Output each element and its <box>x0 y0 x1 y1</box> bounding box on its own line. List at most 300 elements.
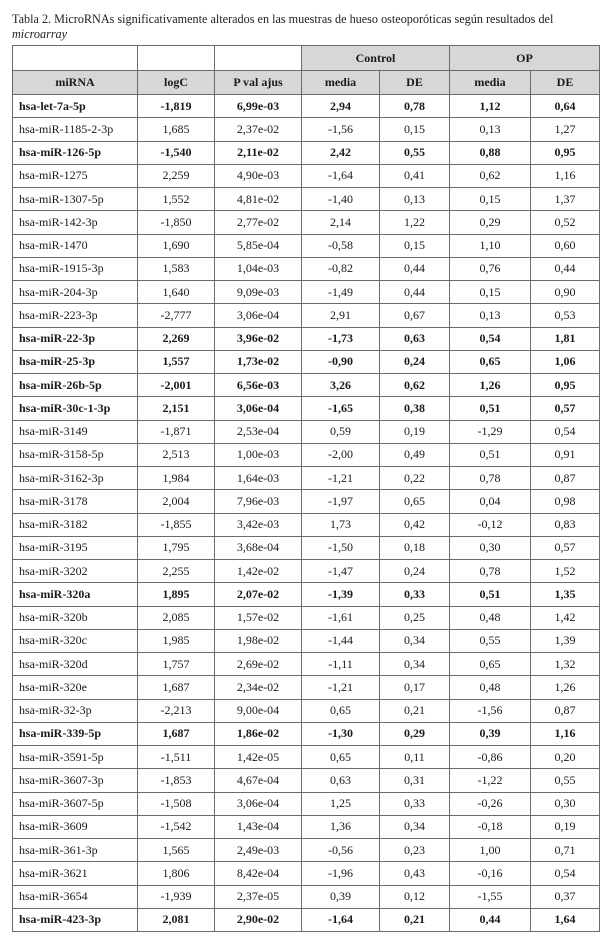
cell-control-media: 2,42 <box>302 141 380 164</box>
cell-op-de: 0,91 <box>531 443 600 466</box>
cell-op-de: 1,16 <box>531 164 600 187</box>
cell-mirna: hsa-miR-320d <box>13 653 138 676</box>
cell-op-media: 0,54 <box>450 327 531 350</box>
cell-op-de: 0,71 <box>531 839 600 862</box>
cell-logc: 1,552 <box>138 188 215 211</box>
cell-pval: 2,07e-02 <box>215 583 302 606</box>
cell-pval: 3,96e-02 <box>215 327 302 350</box>
cell-op-media: 0,78 <box>450 560 531 583</box>
cell-mirna: hsa-miR-423-3p <box>13 908 138 931</box>
column-header-op-media: media <box>450 71 531 95</box>
cell-pval: 2,34e-02 <box>215 676 302 699</box>
cell-logc: -1,850 <box>138 211 215 234</box>
cell-control-media: -2,00 <box>302 443 380 466</box>
cell-op-media: -1,56 <box>450 699 531 722</box>
cell-control-de: 0,41 <box>380 164 450 187</box>
cell-op-media: -0,18 <box>450 815 531 838</box>
cell-mirna: hsa-miR-204-3p <box>13 281 138 304</box>
cell-mirna: hsa-miR-1307-5p <box>13 188 138 211</box>
cell-op-de: 1,32 <box>531 653 600 676</box>
cell-control-de: 0,12 <box>380 885 450 908</box>
cell-control-de: 0,65 <box>380 490 450 513</box>
cell-pval: 2,77e-02 <box>215 211 302 234</box>
cell-op-de: 0,53 <box>531 304 600 327</box>
table-row <box>13 443 600 466</box>
cell-mirna: hsa-miR-320a <box>13 583 138 606</box>
cell-control-media: -1,50 <box>302 536 380 559</box>
cell-pval: 1,42e-02 <box>215 560 302 583</box>
cell-mirna: hsa-miR-3621 <box>13 862 138 885</box>
cell-pval: 1,57e-02 <box>215 606 302 629</box>
column-header-pval: P val ajus <box>215 71 302 95</box>
cell-control-de: 0,21 <box>380 699 450 722</box>
cell-op-de: 1,81 <box>531 327 600 350</box>
table-row <box>13 536 600 559</box>
cell-control-de: 0,29 <box>380 722 450 745</box>
cell-op-de: 0,55 <box>531 769 600 792</box>
table-row <box>13 653 600 676</box>
cell-mirna: hsa-miR-126-5p <box>13 141 138 164</box>
cell-mirna: hsa-miR-3607-3p <box>13 769 138 792</box>
cell-op-media: -1,22 <box>450 769 531 792</box>
cell-mirna: hsa-miR-32-3p <box>13 699 138 722</box>
cell-op-media: 1,10 <box>450 234 531 257</box>
cell-op-media: 0,15 <box>450 188 531 211</box>
cell-control-media: 3,26 <box>302 374 380 397</box>
group-header-op: OP <box>450 46 600 71</box>
table-row <box>13 374 600 397</box>
cell-control-media: 0,59 <box>302 420 380 443</box>
table-row <box>13 327 600 350</box>
cell-logc: 1,685 <box>138 118 215 141</box>
cell-op-de: 0,52 <box>531 211 600 234</box>
table-row <box>13 629 600 652</box>
cell-pval: 4,90e-03 <box>215 164 302 187</box>
cell-control-de: 0,17 <box>380 676 450 699</box>
cell-control-media: -0,82 <box>302 257 380 280</box>
cell-pval: 4,67e-04 <box>215 769 302 792</box>
cell-mirna: hsa-miR-320e <box>13 676 138 699</box>
table-row <box>13 862 600 885</box>
cell-control-media: 2,94 <box>302 95 380 118</box>
cell-control-de: 1,22 <box>380 211 450 234</box>
cell-control-de: 0,24 <box>380 350 450 373</box>
cell-op-media: 0,15 <box>450 281 531 304</box>
cell-pval: 3,42e-03 <box>215 513 302 536</box>
cell-op-de: 0,64 <box>531 95 600 118</box>
cell-pval: 1,73e-02 <box>215 350 302 373</box>
cell-mirna: hsa-miR-3607-5p <box>13 792 138 815</box>
table-row <box>13 676 600 699</box>
cell-op-de: 0,37 <box>531 885 600 908</box>
cell-op-de: 1,16 <box>531 722 600 745</box>
cell-mirna: hsa-miR-25-3p <box>13 350 138 373</box>
cell-logc: -1,540 <box>138 141 215 164</box>
cell-control-de: 0,43 <box>380 862 450 885</box>
cell-control-de: 0,34 <box>380 629 450 652</box>
cell-pval: 6,99e-03 <box>215 95 302 118</box>
cell-control-media: -1,39 <box>302 583 380 606</box>
cell-control-de: 0,19 <box>380 420 450 443</box>
cell-op-de: 0,20 <box>531 746 600 769</box>
cell-pval: 1,43e-04 <box>215 815 302 838</box>
cell-control-media: -1,49 <box>302 281 380 304</box>
cell-pval: 1,04e-03 <box>215 257 302 280</box>
table-row <box>13 234 600 257</box>
cell-logc: -1,853 <box>138 769 215 792</box>
cell-op-de: 1,42 <box>531 606 600 629</box>
cell-control-de: 0,78 <box>380 95 450 118</box>
cell-op-media: 0,13 <box>450 304 531 327</box>
cell-op-media: 0,88 <box>450 141 531 164</box>
cell-logc: -1,871 <box>138 420 215 443</box>
cell-pval: 5,85e-04 <box>215 234 302 257</box>
cell-pval: 8,42e-04 <box>215 862 302 885</box>
cell-control-de: 0,11 <box>380 746 450 769</box>
cell-control-media: -1,73 <box>302 327 380 350</box>
cell-control-de: 0,21 <box>380 908 450 931</box>
cell-control-media: 0,65 <box>302 699 380 722</box>
group-header-blank <box>215 46 302 71</box>
cell-mirna: hsa-miR-3195 <box>13 536 138 559</box>
cell-mirna: hsa-miR-3609 <box>13 815 138 838</box>
cell-logc: 2,085 <box>138 606 215 629</box>
cell-logc: -2,213 <box>138 699 215 722</box>
cell-pval: 9,09e-03 <box>215 281 302 304</box>
cell-op-media: 1,12 <box>450 95 531 118</box>
cell-op-media: 1,26 <box>450 374 531 397</box>
cell-control-de: 0,15 <box>380 234 450 257</box>
cell-pval: 3,06e-04 <box>215 397 302 420</box>
cell-pval: 7,96e-03 <box>215 490 302 513</box>
table-row <box>13 513 600 536</box>
cell-control-de: 0,15 <box>380 118 450 141</box>
cell-logc: -1,939 <box>138 885 215 908</box>
cell-op-de: 1,35 <box>531 583 600 606</box>
cell-pval: 2,90e-02 <box>215 908 302 931</box>
cell-logc: -2,777 <box>138 304 215 327</box>
column-header-mirna: miRNA <box>13 71 138 95</box>
cell-pval: 2,69e-02 <box>215 653 302 676</box>
group-header-blank <box>13 46 138 71</box>
cell-logc: 2,255 <box>138 560 215 583</box>
cell-control-media: -1,56 <box>302 118 380 141</box>
cell-control-de: 0,49 <box>380 443 450 466</box>
cell-control-de: 0,33 <box>380 792 450 815</box>
cell-mirna: hsa-miR-22-3p <box>13 327 138 350</box>
cell-pval: 2,49e-03 <box>215 839 302 862</box>
cell-control-de: 0,25 <box>380 606 450 629</box>
cell-op-de: 0,57 <box>531 536 600 559</box>
cell-control-media: -1,65 <box>302 397 380 420</box>
cell-op-de: 0,90 <box>531 281 600 304</box>
table-caption <box>12 12 604 42</box>
cell-control-de: 0,33 <box>380 583 450 606</box>
cell-op-de: 0,19 <box>531 815 600 838</box>
cell-logc: -1,511 <box>138 746 215 769</box>
cell-control-media: -0,58 <box>302 234 380 257</box>
cell-op-media: 0,44 <box>450 908 531 931</box>
cell-pval: 1,98e-02 <box>215 629 302 652</box>
cell-logc: -1,855 <box>138 513 215 536</box>
cell-control-de: 0,67 <box>380 304 450 327</box>
cell-mirna: hsa-miR-3182 <box>13 513 138 536</box>
cell-mirna: hsa-miR-26b-5p <box>13 374 138 397</box>
cell-control-de: 0,24 <box>380 560 450 583</box>
cell-pval: 1,86e-02 <box>215 722 302 745</box>
cell-op-de: 0,95 <box>531 374 600 397</box>
cell-mirna: hsa-miR-320b <box>13 606 138 629</box>
cell-pval: 2,11e-02 <box>215 141 302 164</box>
table-row <box>13 257 600 280</box>
caption-italic: microarray <box>12 27 68 41</box>
cell-mirna: hsa-miR-320c <box>13 629 138 652</box>
cell-pval: 2,53e-04 <box>215 420 302 443</box>
cell-mirna: hsa-miR-3162-3p <box>13 467 138 490</box>
cell-op-media: 0,62 <box>450 164 531 187</box>
cell-logc: 1,690 <box>138 234 215 257</box>
table-row <box>13 583 600 606</box>
cell-op-media: 0,13 <box>450 118 531 141</box>
cell-mirna: hsa-miR-361-3p <box>13 839 138 862</box>
table-row <box>13 769 600 792</box>
column-header-control-media: media <box>302 71 380 95</box>
cell-mirna: hsa-miR-223-3p <box>13 304 138 327</box>
group-header-row <box>13 46 600 71</box>
table-row <box>13 420 600 443</box>
cell-logc: 1,895 <box>138 583 215 606</box>
cell-control-media: 1,25 <box>302 792 380 815</box>
cell-op-de: 1,39 <box>531 629 600 652</box>
cell-pval: 2,37e-05 <box>215 885 302 908</box>
table-row <box>13 350 600 373</box>
cell-mirna: hsa-miR-1915-3p <box>13 257 138 280</box>
cell-op-media: 0,48 <box>450 676 531 699</box>
cell-mirna: hsa-miR-142-3p <box>13 211 138 234</box>
cell-control-media: -1,40 <box>302 188 380 211</box>
cell-logc: -1,542 <box>138 815 215 838</box>
cell-op-media: 0,78 <box>450 467 531 490</box>
cell-control-de: 0,18 <box>380 536 450 559</box>
table-row <box>13 211 600 234</box>
cell-logc: 2,269 <box>138 327 215 350</box>
cell-op-media: 0,51 <box>450 583 531 606</box>
table-body <box>13 95 600 932</box>
table-row <box>13 746 600 769</box>
cell-logc: 2,259 <box>138 164 215 187</box>
cell-mirna: hsa-miR-1470 <box>13 234 138 257</box>
cell-op-de: 0,87 <box>531 699 600 722</box>
cell-pval: 3,06e-04 <box>215 304 302 327</box>
cell-logc: 2,081 <box>138 908 215 931</box>
table-row <box>13 815 600 838</box>
cell-op-media: -0,86 <box>450 746 531 769</box>
table-row <box>13 699 600 722</box>
cell-logc: 1,640 <box>138 281 215 304</box>
table-row <box>13 722 600 745</box>
cell-control-de: 0,23 <box>380 839 450 862</box>
cell-control-de: 0,34 <box>380 653 450 676</box>
table-row <box>13 281 600 304</box>
cell-op-de: 1,37 <box>531 188 600 211</box>
cell-control-media: 2,14 <box>302 211 380 234</box>
cell-control-media: -0,56 <box>302 839 380 862</box>
cell-op-de: 1,06 <box>531 350 600 373</box>
mirna-table <box>12 45 600 932</box>
cell-mirna: hsa-miR-3202 <box>13 560 138 583</box>
cell-control-media: -1,11 <box>302 653 380 676</box>
cell-control-media: -1,44 <box>302 629 380 652</box>
cell-op-de: 0,54 <box>531 420 600 443</box>
cell-mirna: hsa-miR-3591-5p <box>13 746 138 769</box>
table-row <box>13 141 600 164</box>
cell-pval: 1,00e-03 <box>215 443 302 466</box>
cell-mirna: hsa-miR-3149 <box>13 420 138 443</box>
cell-op-media: 0,51 <box>450 443 531 466</box>
cell-op-media: -0,16 <box>450 862 531 885</box>
cell-control-de: 0,22 <box>380 467 450 490</box>
cell-op-media: 0,39 <box>450 722 531 745</box>
cell-op-de: 0,60 <box>531 234 600 257</box>
cell-op-de: 1,64 <box>531 908 600 931</box>
column-header-logc: logC <box>138 71 215 95</box>
cell-logc: 1,557 <box>138 350 215 373</box>
cell-mirna: hsa-let-7a-5p <box>13 95 138 118</box>
group-header-control: Control <box>302 46 450 71</box>
cell-control-media: 2,91 <box>302 304 380 327</box>
cell-op-de: 0,57 <box>531 397 600 420</box>
cell-control-de: 0,31 <box>380 769 450 792</box>
cell-mirna: hsa-miR-30c-1-3p <box>13 397 138 420</box>
cell-op-de: 0,95 <box>531 141 600 164</box>
table-row <box>13 164 600 187</box>
cell-op-de: 0,30 <box>531 792 600 815</box>
cell-logc: 2,513 <box>138 443 215 466</box>
table-row <box>13 304 600 327</box>
cell-logc: -2,001 <box>138 374 215 397</box>
cell-control-de: 0,44 <box>380 257 450 280</box>
cell-logc: 1,806 <box>138 862 215 885</box>
cell-control-media: -1,21 <box>302 467 380 490</box>
cell-op-de: 0,87 <box>531 467 600 490</box>
cell-op-de: 1,26 <box>531 676 600 699</box>
cell-pval: 2,37e-02 <box>215 118 302 141</box>
cell-control-de: 0,34 <box>380 815 450 838</box>
cell-mirna: hsa-miR-339-5p <box>13 722 138 745</box>
cell-op-de: 0,54 <box>531 862 600 885</box>
cell-control-media: -1,64 <box>302 908 380 931</box>
table-row <box>13 606 600 629</box>
cell-logc: 1,795 <box>138 536 215 559</box>
cell-logc: -1,508 <box>138 792 215 815</box>
cell-control-de: 0,38 <box>380 397 450 420</box>
table-row <box>13 908 600 931</box>
cell-logc: 2,004 <box>138 490 215 513</box>
cell-op-de: 1,27 <box>531 118 600 141</box>
table-row <box>13 885 600 908</box>
cell-op-media: -1,55 <box>450 885 531 908</box>
cell-op-media: 0,65 <box>450 653 531 676</box>
cell-op-de: 1,52 <box>531 560 600 583</box>
cell-logc: -1,819 <box>138 95 215 118</box>
cell-op-media: 0,48 <box>450 606 531 629</box>
cell-control-media: 0,39 <box>302 885 380 908</box>
cell-op-de: 0,83 <box>531 513 600 536</box>
table-row <box>13 792 600 815</box>
cell-control-media: 0,63 <box>302 769 380 792</box>
cell-mirna: hsa-miR-1185-2-3p <box>13 118 138 141</box>
cell-control-de: 0,63 <box>380 327 450 350</box>
cell-pval: 3,68e-04 <box>215 536 302 559</box>
cell-op-media: -0,12 <box>450 513 531 536</box>
cell-control-media: -0,90 <box>302 350 380 373</box>
table-row <box>13 467 600 490</box>
cell-logc: 1,985 <box>138 629 215 652</box>
cell-control-media: -1,30 <box>302 722 380 745</box>
column-header-row <box>13 71 600 95</box>
cell-control-de: 0,62 <box>380 374 450 397</box>
table-row <box>13 839 600 862</box>
table-row <box>13 490 600 513</box>
table-row <box>13 188 600 211</box>
cell-op-media: 0,04 <box>450 490 531 513</box>
cell-control-de: 0,55 <box>380 141 450 164</box>
table-row <box>13 560 600 583</box>
cell-mirna: hsa-miR-3178 <box>13 490 138 513</box>
cell-control-media: 0,65 <box>302 746 380 769</box>
cell-logc: 2,151 <box>138 397 215 420</box>
cell-mirna: hsa-miR-1275 <box>13 164 138 187</box>
cell-pval: 3,06e-04 <box>215 792 302 815</box>
cell-control-media: -1,21 <box>302 676 380 699</box>
cell-op-media: 0,30 <box>450 536 531 559</box>
cell-logc: 1,565 <box>138 839 215 862</box>
cell-logc: 1,687 <box>138 676 215 699</box>
cell-control-media: 1,73 <box>302 513 380 536</box>
cell-pval: 1,64e-03 <box>215 467 302 490</box>
cell-logc: 1,984 <box>138 467 215 490</box>
cell-control-media: -1,64 <box>302 164 380 187</box>
caption-text: Tabla 2. MicroRNAs significativamente alterados en las muestras de hueso osteoporóticas según resultados del <box>12 12 554 26</box>
cell-op-media: 1,00 <box>450 839 531 862</box>
cell-control-de: 0,13 <box>380 188 450 211</box>
table-row <box>13 118 600 141</box>
table-row <box>13 95 600 118</box>
cell-control-media: 1,36 <box>302 815 380 838</box>
cell-op-de: 0,98 <box>531 490 600 513</box>
cell-pval: 1,42e-05 <box>215 746 302 769</box>
cell-control-media: -1,47 <box>302 560 380 583</box>
cell-op-media: 0,65 <box>450 350 531 373</box>
group-header-blank <box>138 46 215 71</box>
cell-mirna: hsa-miR-3158-5p <box>13 443 138 466</box>
table-row <box>13 397 600 420</box>
cell-op-media: 0,55 <box>450 629 531 652</box>
cell-op-de: 0,44 <box>531 257 600 280</box>
cell-logc: 1,583 <box>138 257 215 280</box>
cell-op-media: 0,29 <box>450 211 531 234</box>
cell-op-media: 0,76 <box>450 257 531 280</box>
cell-pval: 9,00e-04 <box>215 699 302 722</box>
cell-control-media: -1,96 <box>302 862 380 885</box>
cell-op-media: -1,29 <box>450 420 531 443</box>
cell-mirna: hsa-miR-3654 <box>13 885 138 908</box>
cell-logc: 1,757 <box>138 653 215 676</box>
cell-control-media: -1,97 <box>302 490 380 513</box>
cell-pval: 6,56e-03 <box>215 374 302 397</box>
column-header-op-de: DE <box>531 71 600 95</box>
cell-pval: 4,81e-02 <box>215 188 302 211</box>
